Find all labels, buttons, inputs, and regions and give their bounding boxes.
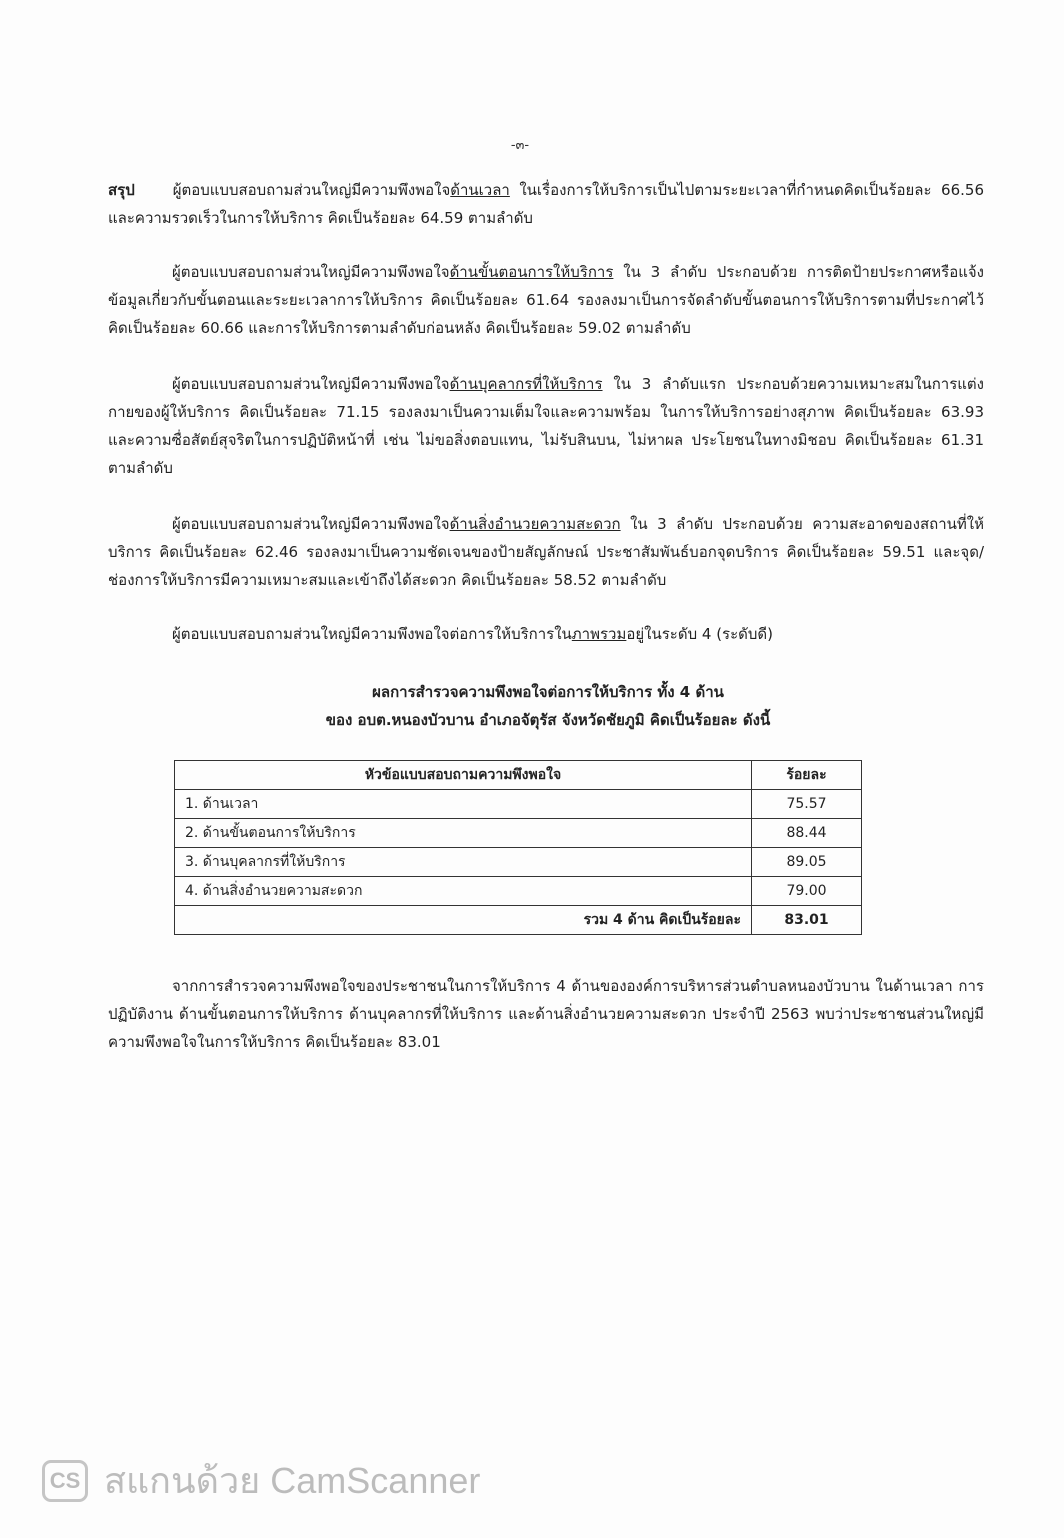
paragraph-text: ผู้ตอบแบบสอบถามส่วนใหญ่มีความพึงพอใจ: [172, 181, 451, 199]
summary-paragraph-overall: [108, 620, 984, 648]
paragraph-text: ในเรื่องการให้บริการเป็นไปตามระยะเวลาที่กำหนดคิดเป็นร้อยละ 66.56 และความรวดเร็วในการให้บริการ คิดเป็นร้อยละ 64.59 ตามลำดับ: [108, 181, 984, 227]
summary-paragraph-facilities: [108, 510, 984, 594]
conclusion-paragraph: จากการสำรวจความพึงพอใจของประชาชนในการให้บริการ 4 ด้านขององค์การบริหารส่วนตำบลหนองบัวบาน ในด้านเวลา การปฏิบัติงาน ด้านขั้นตอนการให้บริการ ด้านบุคลากรที่ให้บริการ และด้านสิ่งอำนวยความสะดวก ประจำปี 2563 พบว่าประชาชนส่วนใหญ่มีความพึงพอใจในการให้บริการ คิดเป็นร้อยละ 83.01: [108, 977, 984, 1051]
row-topic: 1. ด้านเวลา: [175, 790, 752, 819]
row-topic: 3. ด้านบุคลากรที่ให้บริการ: [175, 848, 752, 877]
paragraph-text: ใน 3 ลำดับแรก ประกอบด้วยความเหมาะสมในการแต่งกายของผู้ให้บริการ คิดเป็นร้อยละ 71.15 รองลงมาเป็นความเต็มใจและความพร้อม ในการให้บริการอย่างสุภาพ คิดเป็นร้อยละ 63.93 และความซื่อสัตย์สุจริตในการปฏิบัติหน้าที่ เช่น ไม่ขอสิ่งตอบแทน, ไม่รับสินบน, ไม่หาผล ประโยชนในทางมิชอบ คิดเป็นร้อยละ 61.31 ตามลำดับ: [108, 375, 984, 477]
summary-heading: สรุป: [108, 181, 135, 199]
header-percent: ร้อยละ: [752, 761, 862, 790]
watermark-text: สแกนด้วย CamScanner: [104, 1460, 481, 1501]
table-row: [175, 790, 862, 819]
table-total-row: [175, 906, 862, 935]
row-value: 88.44: [752, 819, 862, 848]
row-value: 89.05: [752, 848, 862, 877]
paragraph-text: ผู้ตอบแบบสอบถามส่วนใหญ่มีความพึงพอใจ: [172, 375, 450, 393]
aspect-staff-underlined: ด้านบุคลากรที่ให้บริการ: [449, 375, 603, 393]
row-topic: 4. ด้านสิ่งอำนวยความสะดวก: [175, 877, 752, 906]
row-value: 79.00: [752, 877, 862, 906]
camscanner-watermark: [42, 1452, 480, 1509]
row-value: 75.57: [752, 790, 862, 819]
paragraph-text: ผู้ตอบแบบสอบถามส่วนใหญ่มีความพึงพอใจ: [172, 515, 450, 533]
aspect-time-underlined: ด้านเวลา: [450, 181, 510, 199]
paragraph-text: ผู้ตอบแบบสอบถามส่วนใหญ่มีความพึงพอใจ: [172, 263, 450, 281]
total-value: 83.01: [752, 906, 862, 935]
page-number: -๓-: [510, 138, 530, 153]
paragraph-text: ผู้ตอบแบบสอบถามส่วนใหญ่มีความพึงพอใจต่อการให้บริการใน: [172, 625, 572, 643]
table-caption-line1: ผลการสำรวจความพึงพอใจต่อการให้บริการ ทั้ง 4 ด้าน: [372, 683, 724, 701]
table-row: [175, 819, 862, 848]
table-row: [175, 877, 862, 906]
aspect-process-underlined: ด้านขั้นตอนการให้บริการ: [449, 263, 614, 281]
summary-paragraph-process: [108, 258, 984, 342]
paragraph-text: ใน 3 ลำดับ ประกอบด้วย ความสะอาดของสถานที่ให้บริการ คิดเป็นร้อยละ 62.46 รองลงมาเป็นความชัดเจนของป้ายสัญลักษณ์ ประชาสัมพันธ์บอกจุดบริการ คิดเป็นร้อยละ 59.51 และจุด/ช่องการให้บริการมีความเหมาะสมและเข้าถึงได้สะดวก คิดเป็นร้อยละ 58.52 ตามลำดับ: [108, 515, 984, 589]
total-label: รวม 4 ด้าน คิดเป็นร้อยละ: [175, 906, 752, 935]
paragraph-text: ใน 3 ลำดับ ประกอบด้วย การติดป้ายประกาศหรือแจ้งข้อมูลเกี่ยวกับขั้นตอนและระยะเวลาการให้บริการ คิดเป็นร้อยละ 61.64 รองลงมาเป็นการจัดลำดับขั้นตอนการให้บริการตามที่ประกาศไว้ คิดเป็นร้อยละ 60.66 และการให้บริการตามลำดับก่อนหลัง คิดเป็นร้อยละ 59.02 ตามลำดับ: [108, 263, 984, 337]
aspect-overall-underlined: ภาพรวม: [571, 625, 627, 643]
results-table: [174, 760, 862, 935]
table-row: [175, 848, 862, 877]
table-header-row: [175, 761, 862, 790]
row-topic: 2. ด้านขั้นตอนการให้บริการ: [175, 819, 752, 848]
paragraph-text: อยู่ในระดับ 4 (ระดับดี): [626, 625, 774, 643]
aspect-facilities-underlined: ด้านสิ่งอำนวยความสะดวก: [449, 515, 621, 533]
table-caption-line2: ของ อบต.หนองบัวบาน อำเภอจัตุรัส จังหวัดชัยภูมิ คิดเป็นร้อยละ ดังนี้: [325, 711, 771, 729]
camscanner-logo-icon: CS: [42, 1460, 88, 1502]
summary-paragraph-time: [108, 176, 984, 232]
header-topic: หัวข้อแบบสอบถามความพึงพอใจ: [175, 761, 752, 790]
summary-paragraph-staff: [108, 370, 984, 482]
